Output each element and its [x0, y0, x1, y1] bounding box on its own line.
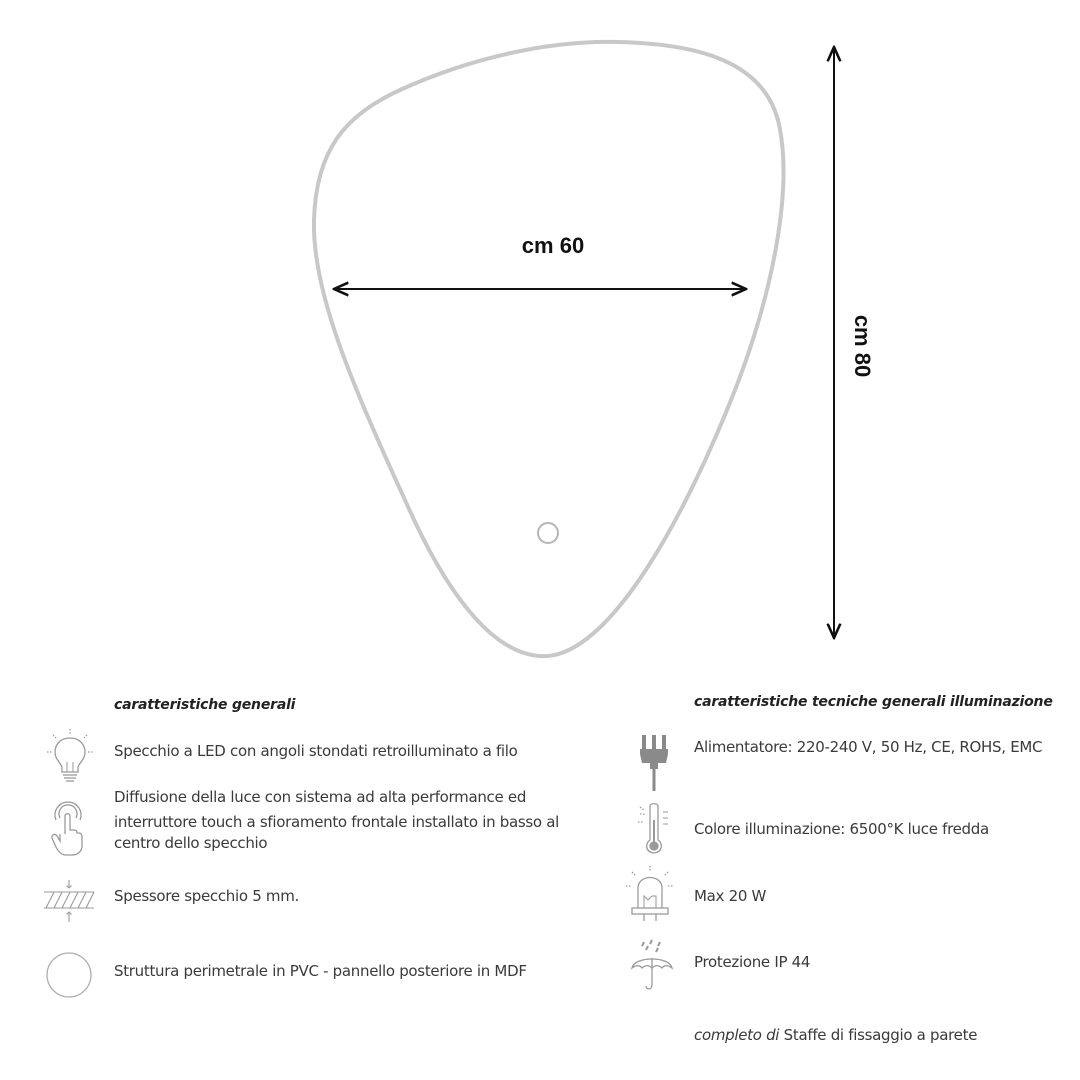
- umbrella-icon: [628, 938, 676, 992]
- general-item-thickness: [114, 884, 299, 909]
- technical-item-color: Colore illuminazione: 6500°K luce fredda: [694, 820, 989, 838]
- general-item-diffusion: [114, 785, 559, 856]
- circle-icon: [45, 951, 93, 999]
- general-item-led: [114, 739, 518, 764]
- thickness-icon: [40, 878, 98, 926]
- mirror-outline: [314, 42, 784, 656]
- general-item-diffusion-line-2: interruttore touch a sfioramento frontale installato in basso al: [114, 813, 560, 831]
- technical-footer-italic: completo di: [694, 1026, 780, 1044]
- technical-footer: [694, 1023, 977, 1048]
- technical-heading: caratteristiche tecniche generali illuminazione: [694, 694, 1053, 710]
- general-item-diffusion-line-1: Diffusione della luce con sistema ad alta performance ed: [114, 788, 527, 806]
- technical-item-power-max: Max 20 W: [694, 887, 767, 905]
- touch-switch: [538, 523, 558, 543]
- general-heading: caratteristiche generali: [114, 697, 296, 713]
- touch-hand-icon: [48, 800, 88, 858]
- width-label: cm 60: [521, 233, 585, 258]
- lamp-icon: [624, 866, 676, 922]
- technical-footer-text: Staffe di fissaggio a parete: [779, 1026, 978, 1044]
- height-label: cm 80: [850, 314, 875, 378]
- general-item-led-line: Specchio a LED con angoli stondati retroilluminato a filo: [114, 742, 518, 760]
- technical-item-power: Alimentatore: 220-240 V, 50 Hz, CE, ROHS, EMC: [694, 738, 1043, 756]
- power-plug-icon: [636, 733, 672, 793]
- general-item-structure: [114, 959, 527, 984]
- general-item-thickness-line: Spessore specchio 5 mm.: [114, 887, 299, 905]
- general-item-diffusion-line-3: centro dello specchio: [114, 834, 268, 852]
- general-item-structure-line: Struttura perimetrale in PVC - pannello posteriore in MDF: [114, 962, 527, 980]
- thermometer-icon: [630, 800, 674, 860]
- lightbulb-icon: [44, 728, 96, 786]
- technical-item-protection: Protezione IP 44: [694, 953, 811, 971]
